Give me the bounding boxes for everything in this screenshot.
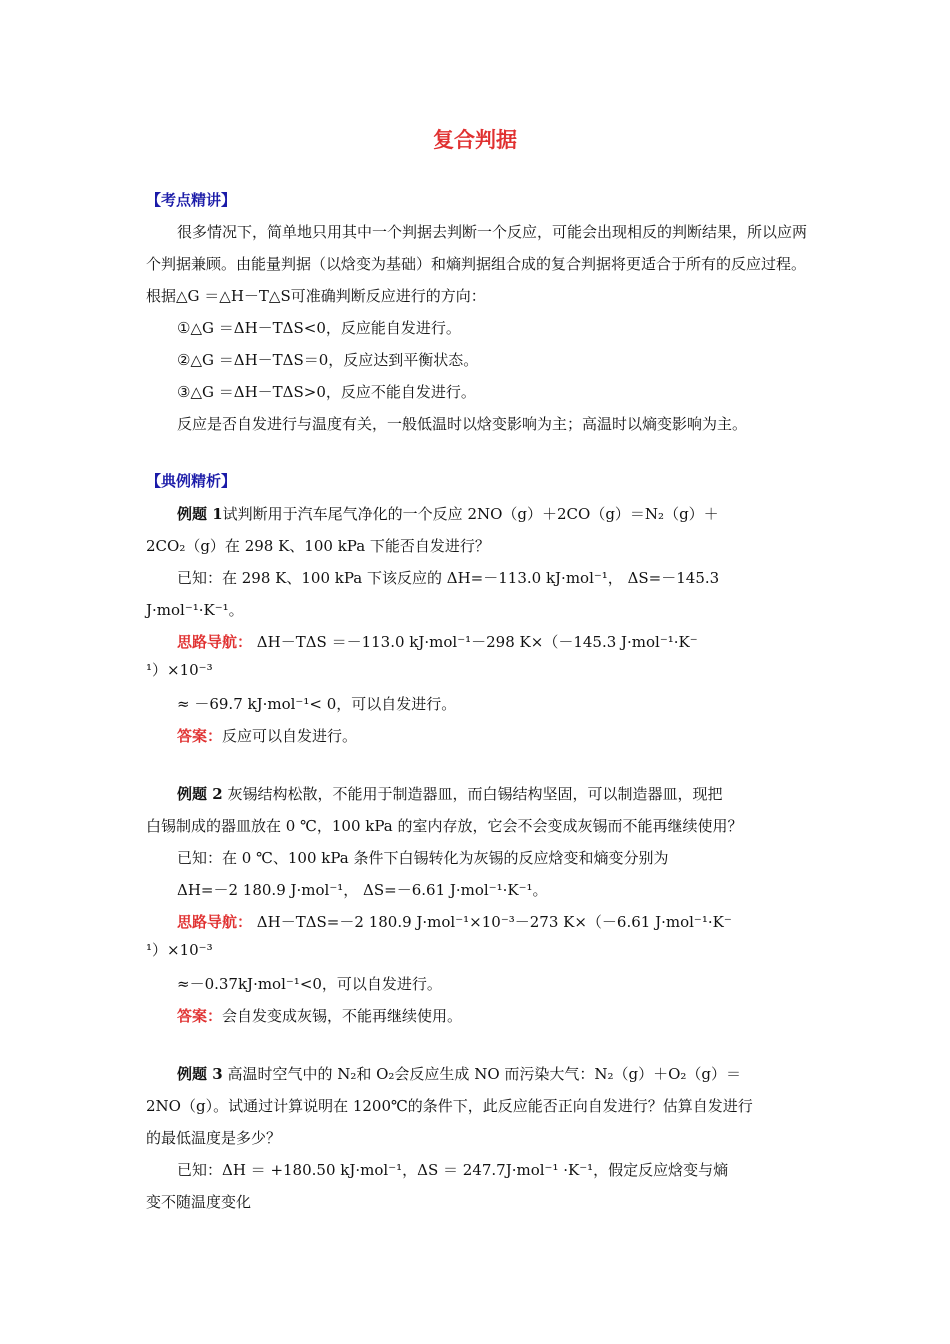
ex2-hint-line2: ¹）×10⁻³ [146,941,213,959]
ex1-question-line2: 2CO₂（g）在 298 K、100 kPa 下能否自发进行？ [146,537,490,555]
rule-3: ③△G ＝ΔH－TΔS>0，反应不能自发进行。 [177,383,476,401]
section-heading-kaodian: 【考点精讲】 [146,191,237,209]
ex2-hint-label: 思路导航： [177,913,253,931]
page-title: 复合判据 [433,127,517,152]
ex1-label: 例题 1 [177,505,223,523]
summary-line: 反应是否自发进行与温度有关，一般低温时以焓变影响为主；高温时以熵变影响为主。 [177,415,748,433]
ex1-hint-line1 [177,626,698,658]
rule-1: ①△G ＝ΔH－TΔS<0，反应能自发进行。 [177,319,461,337]
intro-paragraph: 很多情况下，简单地只用其中一个判据去判断一个反应，可能会出现相反的判断结果，所以应两个判据兼顾。由能量判据（以焓变为基础）和熵判据组合成的复合判据将更适合于所有的反应过程。根据△G ＝△H－T△S可准确判断反应进行的方向： [146,223,808,305]
ex1-question-text1: 试判断用于汽车尾气净化的一个反应 2NO（g）＋2CO（g）＝N₂（g）＋ [222,505,719,523]
ex2-question-text1: 灰锡结构松散，不能用于制造器皿，而白锡结构坚固，可以制造器皿，现把 [222,785,723,803]
ex2-label: 例题 2 [177,785,223,803]
ex2-answer-label: 答案： [177,1007,223,1025]
ex3-known-line2: 变不随温度变化 [146,1193,252,1211]
ex2-question-line2: 白锡制成的器皿放在 0 ℃，100 kPa 的室内存放，它会不会变成灰锡而不能再继续使用？ [146,817,743,835]
ex3-question-text1: 高温时空气中的 N₂和 O₂会反应生成 NO 而污染大气：N₂（g）＋O₂（g）＝ [222,1065,742,1083]
ex1-answer-line [177,720,357,752]
ex2-known-line2: ΔH=－2 180.9 J·mol⁻¹， ΔS=－6.61 J·mol⁻¹·K⁻¹。 [177,881,548,899]
ex1-hint-text1: ΔH－TΔS ＝－113.0 kJ·mol⁻¹－298 K×（－145.3 J·mol⁻¹·K⁻ [252,633,698,651]
ex2-question-line1 [177,778,722,810]
ex1-answer-label: 答案： [177,727,223,745]
ex1-answer-text: 反应可以自发进行。 [222,727,358,745]
ex3-known-line1: 已知：ΔH ＝ +180.50 kJ·mol⁻¹，ΔS ＝ 247.7J·mol⁻¹ ·K⁻¹，假定反应焓变与熵 [177,1161,729,1179]
ex1-hint-line3: ≈ －69.7 kJ·mol⁻¹< 0，可以自发进行。 [177,695,457,713]
ex2-answer-text: 会自发变成灰锡，不能再继续使用。 [222,1007,463,1025]
ex1-hint-line2: ¹）×10⁻³ [146,661,213,679]
ex3-question-line2: 2NO（g）。试通过计算说明在 1200℃的条件下，此反应能否正向自发进行？估算自发进行 [146,1097,753,1115]
section-heading-dianli: 【典例精析】 [146,472,237,490]
ex3-question-line3: 的最低温度是多少？ [146,1129,282,1147]
ex3-label: 例题 3 [177,1065,223,1083]
ex1-known-line1: 已知：在 298 K、100 kPa 下该反应的 ΔH=－113.0 kJ·mol⁻¹， ΔS=－145.3 [177,569,720,587]
ex2-hint-text1: ΔH－TΔS=－2 180.9 J·mol⁻¹×10⁻³－273 K×（－6.61 J·mol⁻¹·K⁻ [252,913,732,931]
ex2-hint-line1 [177,906,732,938]
ex2-answer-line [177,1000,462,1032]
ex2-known-line1: 已知：在 0 ℃、100 kPa 条件下白锡转化为灰锡的反应焓变和熵变分别为 [177,849,669,867]
ex1-known-line2: J·mol⁻¹·K⁻¹。 [146,601,244,619]
rule-2: ②△G ＝ΔH－TΔS＝0，反应达到平衡状态。 [177,351,479,369]
ex3-question-line1 [177,1058,741,1090]
ex2-hint-line3: ≈－0.37kJ·mol⁻¹<0，可以自发进行。 [177,975,442,993]
ex1-question-line1 [177,498,719,530]
ex1-hint-label: 思路导航： [177,633,253,651]
